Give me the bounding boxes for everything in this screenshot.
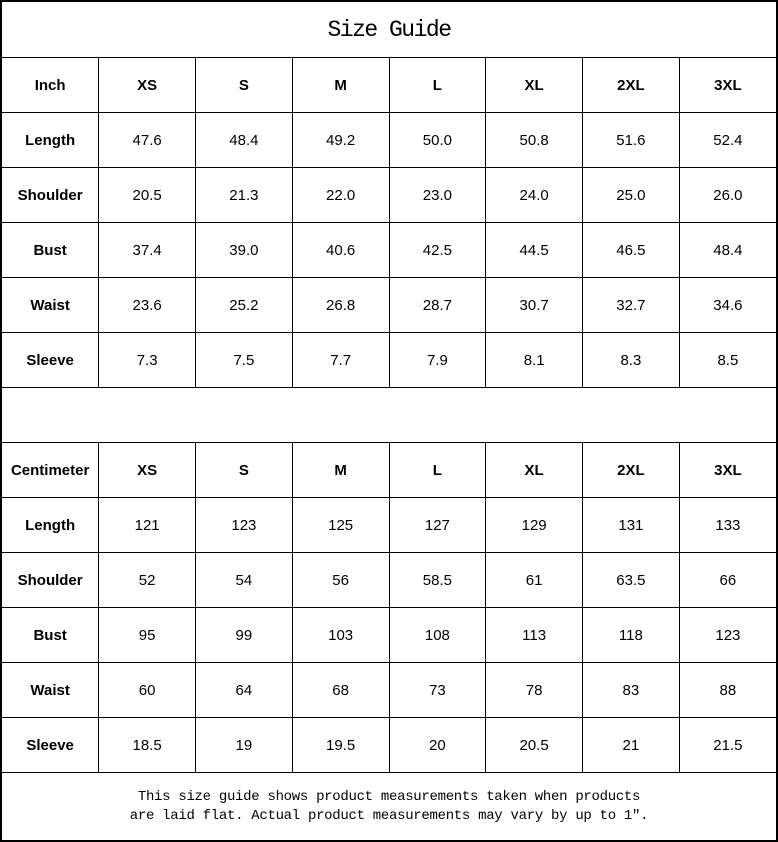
size-value-cell: 7.7 <box>292 333 389 388</box>
size-value-cell: 129 <box>486 498 583 553</box>
row-label: Sleeve <box>2 333 99 388</box>
size-value-cell: 88 <box>679 663 776 718</box>
size-value-cell: 7.3 <box>99 333 196 388</box>
size-column-header: 2XL <box>583 58 680 113</box>
size-value-cell: 48.4 <box>679 223 776 278</box>
footer-note-line: are laid flat. Actual product measurements may vary by up to 1″. <box>129 807 649 824</box>
size-value-cell: 25.2 <box>196 278 293 333</box>
size-value-cell: 123 <box>679 608 776 663</box>
table-spacer <box>2 387 776 443</box>
size-value-cell: 127 <box>389 498 486 553</box>
size-value-cell: 30.7 <box>486 278 583 333</box>
size-value-cell: 19.5 <box>292 718 389 773</box>
size-value-cell: 133 <box>679 498 776 553</box>
size-value-cell: 50.0 <box>389 113 486 168</box>
size-value-cell: 44.5 <box>486 223 583 278</box>
row-label: Waist <box>2 278 99 333</box>
size-value-cell: 20.5 <box>486 718 583 773</box>
size-value-cell: 47.6 <box>99 113 196 168</box>
size-value-cell: 28.7 <box>389 278 486 333</box>
size-value-cell: 8.5 <box>679 333 776 388</box>
size-value-cell: 21.3 <box>196 168 293 223</box>
size-value-cell: 50.8 <box>486 113 583 168</box>
size-value-cell: 95 <box>99 608 196 663</box>
size-value-cell: 26.8 <box>292 278 389 333</box>
size-value-cell: 19 <box>196 718 293 773</box>
size-value-cell: 24.0 <box>486 168 583 223</box>
size-value-cell: 52 <box>99 553 196 608</box>
size-column-header: XL <box>486 443 583 498</box>
cm-size-table <box>2 443 776 772</box>
size-value-cell: 99 <box>196 608 293 663</box>
size-value-cell: 51.6 <box>583 113 680 168</box>
unit-header-cell: Inch <box>2 58 99 113</box>
size-value-cell: 25.0 <box>583 168 680 223</box>
size-value-cell: 8.1 <box>486 333 583 388</box>
size-value-cell: 54 <box>196 553 293 608</box>
size-column-header: XS <box>99 443 196 498</box>
size-column-header: 3XL <box>679 443 776 498</box>
size-value-cell: 23.0 <box>389 168 486 223</box>
size-value-cell: 42.5 <box>389 223 486 278</box>
row-label: Length <box>2 498 99 553</box>
row-label: Bust <box>2 223 99 278</box>
size-value-cell: 58.5 <box>389 553 486 608</box>
table-row <box>2 278 776 333</box>
row-label: Shoulder <box>2 553 99 608</box>
table-row <box>2 663 776 718</box>
size-value-cell: 49.2 <box>292 113 389 168</box>
size-column-header: S <box>196 58 293 113</box>
row-label: Sleeve <box>2 718 99 773</box>
size-value-cell: 48.4 <box>196 113 293 168</box>
size-value-cell: 21 <box>583 718 680 773</box>
size-value-cell: 20 <box>389 718 486 773</box>
size-column-header: L <box>389 58 486 113</box>
size-value-cell: 68 <box>292 663 389 718</box>
size-value-cell: 63.5 <box>583 553 680 608</box>
table-row <box>2 498 776 553</box>
size-value-cell: 20.5 <box>99 168 196 223</box>
size-value-cell: 21.5 <box>679 718 776 773</box>
size-column-header: M <box>292 58 389 113</box>
size-column-header: 3XL <box>679 58 776 113</box>
table-row <box>2 553 776 608</box>
size-value-cell: 78 <box>486 663 583 718</box>
size-value-cell: 8.3 <box>583 333 680 388</box>
size-value-cell: 83 <box>583 663 680 718</box>
size-value-cell: 108 <box>389 608 486 663</box>
size-column-header: 2XL <box>583 443 680 498</box>
size-column-header: S <box>196 443 293 498</box>
unit-header-cell: Centimeter <box>2 443 99 498</box>
size-value-cell: 123 <box>196 498 293 553</box>
size-value-cell: 61 <box>486 553 583 608</box>
table-header-row <box>2 58 776 113</box>
size-value-cell: 113 <box>486 608 583 663</box>
table-row <box>2 223 776 278</box>
size-value-cell: 39.0 <box>196 223 293 278</box>
row-label: Bust <box>2 608 99 663</box>
inch-size-table <box>2 58 776 387</box>
size-value-cell: 22.0 <box>292 168 389 223</box>
size-value-cell: 23.6 <box>99 278 196 333</box>
table-row <box>2 333 776 388</box>
size-value-cell: 34.6 <box>679 278 776 333</box>
footer-note-line: This size guide shows product measurements taken when products <box>137 788 641 805</box>
size-value-cell: 118 <box>583 608 680 663</box>
size-value-cell: 64 <box>196 663 293 718</box>
size-column-header: XS <box>99 58 196 113</box>
table-row <box>2 608 776 663</box>
page-title: Size Guide <box>2 2 776 58</box>
size-value-cell: 7.9 <box>389 333 486 388</box>
size-value-cell: 18.5 <box>99 718 196 773</box>
size-value-cell: 32.7 <box>583 278 680 333</box>
table-row <box>2 113 776 168</box>
row-label: Shoulder <box>2 168 99 223</box>
footer-note <box>2 772 776 840</box>
size-value-cell: 103 <box>292 608 389 663</box>
size-column-header: L <box>389 443 486 498</box>
size-value-cell: 7.5 <box>196 333 293 388</box>
size-column-header: M <box>292 443 389 498</box>
size-value-cell: 121 <box>99 498 196 553</box>
size-value-cell: 40.6 <box>292 223 389 278</box>
size-value-cell: 131 <box>583 498 680 553</box>
size-value-cell: 66 <box>679 553 776 608</box>
size-value-cell: 60 <box>99 663 196 718</box>
size-column-header: XL <box>486 58 583 113</box>
size-value-cell: 125 <box>292 498 389 553</box>
table-header-row <box>2 443 776 498</box>
size-value-cell: 73 <box>389 663 486 718</box>
size-value-cell: 37.4 <box>99 223 196 278</box>
size-value-cell: 46.5 <box>583 223 680 278</box>
size-value-cell: 52.4 <box>679 113 776 168</box>
row-label: Length <box>2 113 99 168</box>
table-row <box>2 168 776 223</box>
size-value-cell: 56 <box>292 553 389 608</box>
table-row <box>2 718 776 773</box>
row-label: Waist <box>2 663 99 718</box>
size-value-cell: 26.0 <box>679 168 776 223</box>
